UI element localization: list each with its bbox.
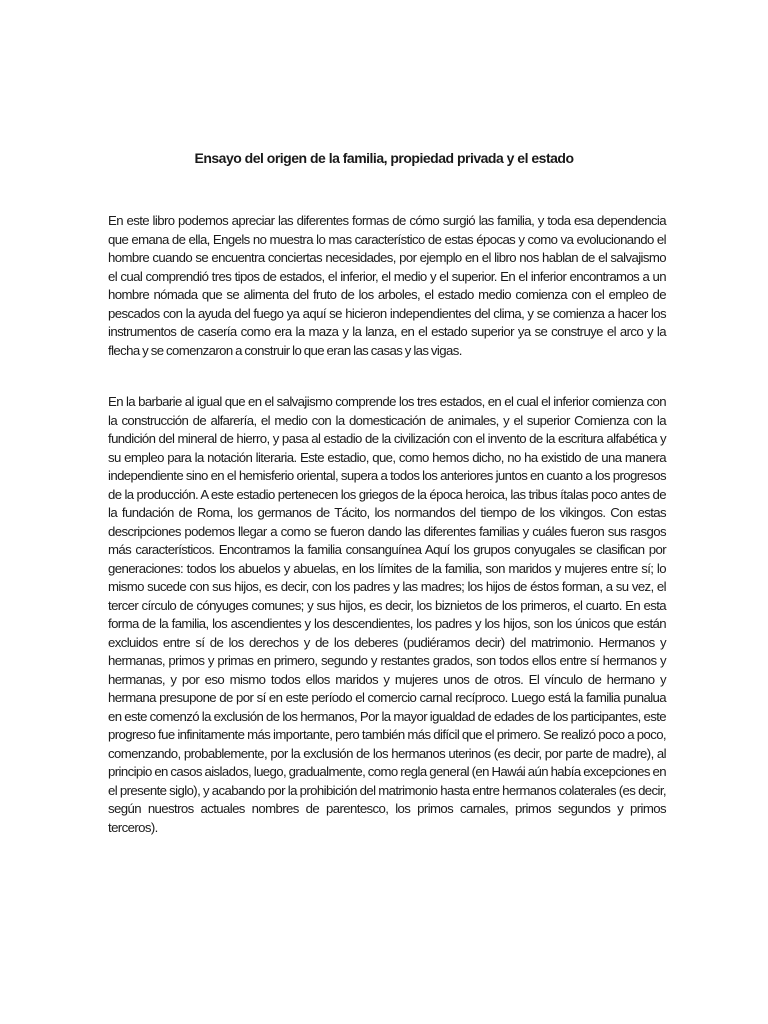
paragraph-1: En este libro podemos apreciar las diferentes formas de cómo surgió las familia, y toda esa dependencia que emana de ella, Engels no muestra lo mas característico de estas épocas y como va evolucionando el hombre cuando se encuentra conciertas necesidades, por ejemplo en el libro nos hablan de el salvajismo el cual comprendió tres tipos de estados, el inferior, el medio y el superior. En el inferior encontramos a un hombre nómada que se alimenta del fruto de los arboles, el estado medio comienza con el empleo de pescados con la ayuda del fuego ya aquí se hicieron independientes del clima, y se comienza a hacer los instrumentos de casería como era la maza y la lanza, en el estado superior ya se construye el arco y la flecha y se comenzaron a construir lo que eran las casas y las vigas. xyxy=(108,213,666,358)
document-title: Ensayo del origen de la familia, propiedad privada y el estado xyxy=(194,150,574,166)
paragraph-2: En la barbarie al igual que en el salvajismo comprende los tres estados, en el cual el inferior comienza con la construcción de alfarería, el medio con la domesticación de animales, y el superior Comienza con la fundición del mineral de hierro, y pasa al estadio de la civilización con el invento de la escritura alfabética y su empleo para la notación literaria. Este estadio, que, como hemos dicho, no ha existido de una manera independiente sino en el hemisferio oriental, supera a todos los anteriores juntos en cuanto a los progresos de la producción. A este estadio pertenecen los griegos de la época heroica, las tribus ítalas poco antes de la fundación de Roma, los germanos de Tácito, los normandos del tiempo de los vikingos. Con estas descripciones podemos llegar a como se fueron dando las diferentes familias y cuáles fueron sus rasgos más característicos. Encontramos la familia consanguínea Aquí los grupos conyugales se clasifican por generaciones: todos los abuelos y abuelas, en los límites de la familia, son maridos y mujeres entre sí; lo mismo sucede con sus hijos, es decir, con los padres y las madres; los hijos de éstos forman, a su vez, el tercer círculo de cónyuges comunes; y sus hijos, es decir, los biznietos de los primeros, el cuarto. En esta forma de la familia, los ascendientes y los descendientes, los padres y los hijos, son los únicos que están excluidos entre sí de los derechos y de los deberes (pudiéramos decir) del matrimonio. Hermanos y hermanas, primos y primas en primero, segundo y restantes grados, son todos ellos entre sí hermanos y hermanas, y por eso mismo todos ellos maridos y mujeres unos de otros. El vínculo de hermano y hermana presupone de por sí en este período el comercio carnal recíproco. Luego está la familia punalua en este comenzó la exclusión de los hermanos, Por la mayor igualdad de edades de los participantes, este progreso fue infinitamente más importante, pero también más difícil que el primero. Se realizó poco a poco, comenzando, probablemente, por la exclusión de los hermanos uterinos (es decir, por parte de madre), al principio en casos aislados, luego, gradualmente, como regla general (en Hawái aún había excepciones en el presente siglo), y acabando por la prohibición del matrimonio hasta entre hermanos colaterales (es decir, según nuestros actuales nombres de parentesco, los primos carnales, primos segundos y primos terceros). xyxy=(108,394,666,835)
